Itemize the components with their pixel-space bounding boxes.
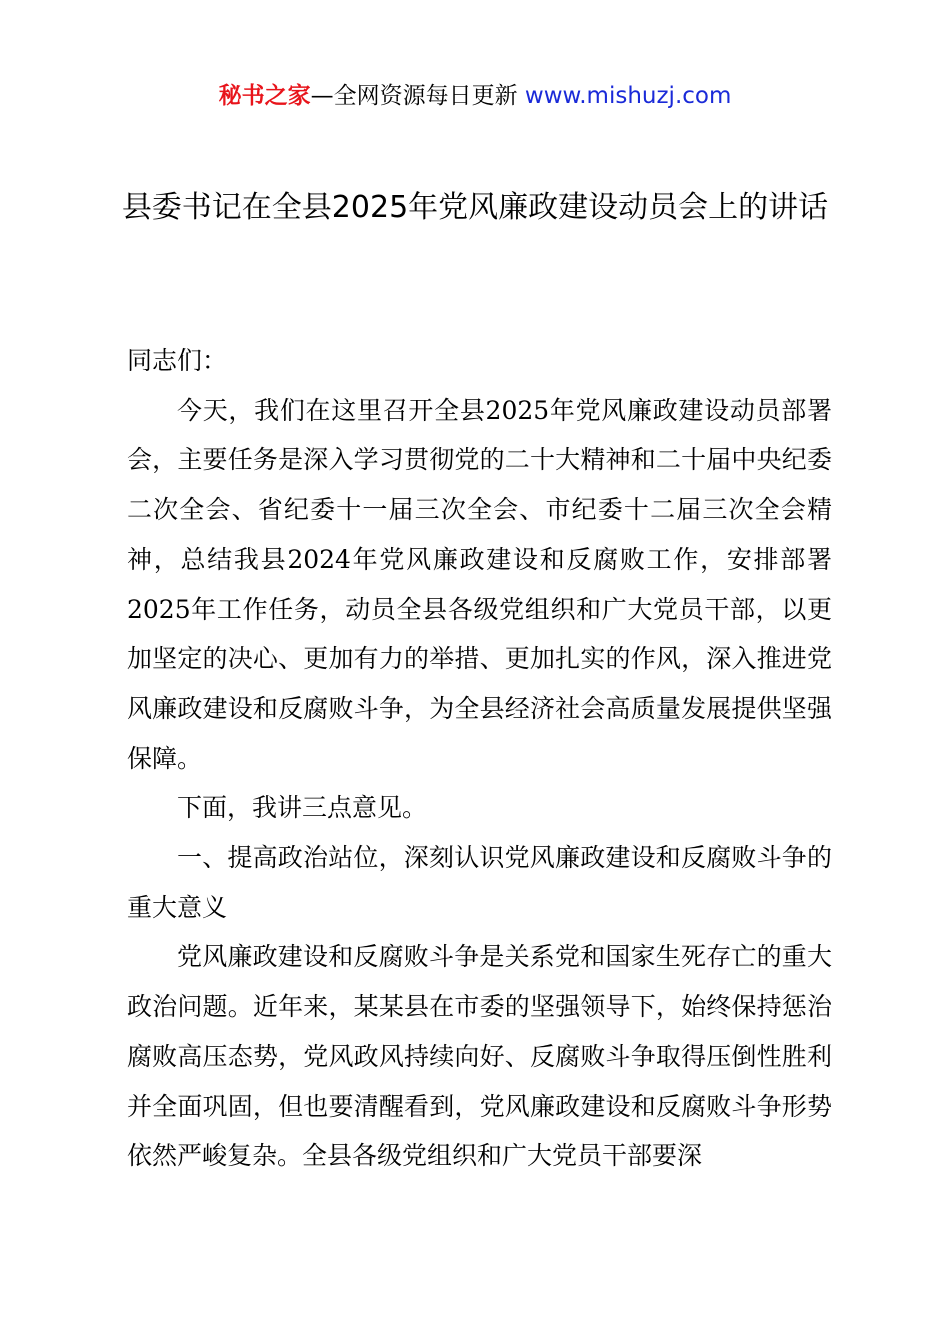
site-url-link[interactable]: www.mishuzj.com <box>524 83 732 109</box>
site-banner <box>0 80 950 112</box>
document-body <box>127 336 832 1181</box>
salutation: 同志们： <box>127 346 228 375</box>
paragraph-intro: 今天，我们在这里召开全县2025年党风廉政建设动员部署会，主要任务是深入学习贯彻党的二十大精神和二十届中央纪委二次全会、省纪委十一届三次全会、市纪委十二届三次全会精神，总结我县2024年党风廉政建设和反腐败工作，安排部署2025年工作任务，动员全县各级党组织和广大党员干部，以更加坚定的决心、更加有力的举措、更加扎实的作风，深入推进党风廉政建设和反腐败斗争，为全县经济社会高质量发展提供坚强保障。 <box>127 395 832 773</box>
section-1-paragraph: 党风廉政建设和反腐败斗争是关系党和国家生死存亡的重大政治问题。近年来，某某县在市委的坚强领导下，始终保持惩治腐败高压态势，党风政风持续向好、反腐败斗争取得压倒性胜利并全面巩固，但也要清醒看到，党风廉政建设和反腐败斗争形势依然严峻复杂。全县各级党组织和广大党员干部要深 <box>127 942 832 1171</box>
paragraph-outline: 下面，我讲三点意见。 <box>177 793 428 823</box>
banner-tagline: —全网资源每日更新 <box>310 83 525 109</box>
brand-name: 秘书之家 <box>218 83 311 109</box>
document-title: 县委书记在全县2025年党风廉政建设动员会上的讲话 <box>121 190 829 225</box>
section-heading-1: 一、提高政治站位，深刻认识党风廉政建设和反腐败斗争的重大意义 <box>127 843 832 922</box>
